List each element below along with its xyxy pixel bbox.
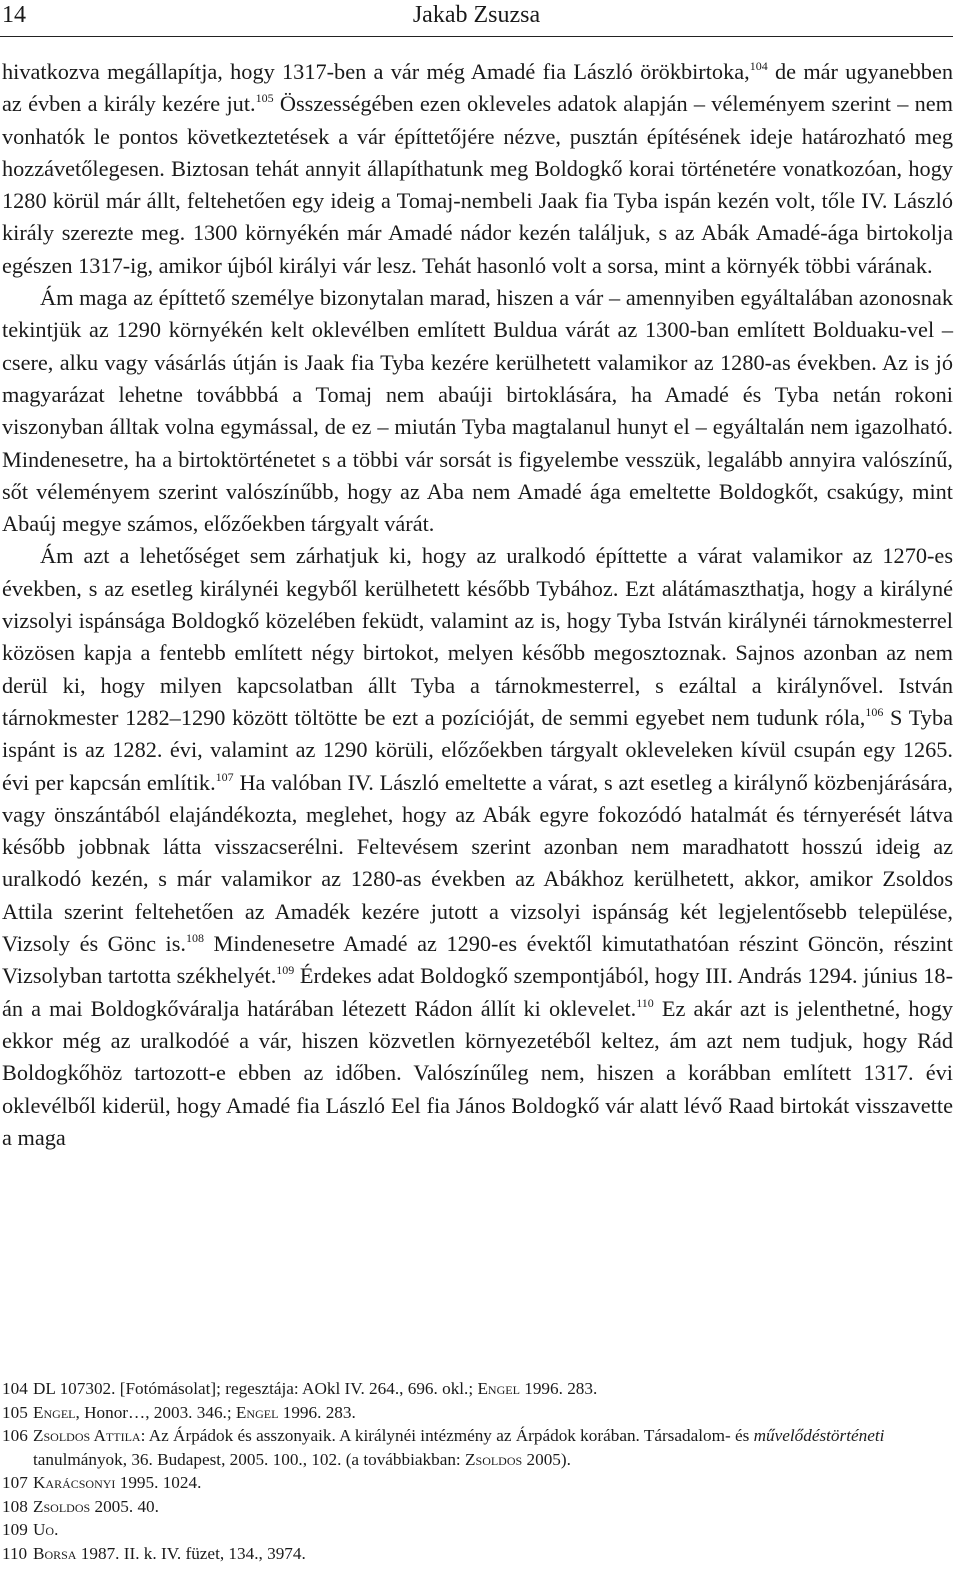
footnote-reference: 107 [215,769,234,784]
text-run: Ha valóban IV. László emeltette a várat, s azt esetleg a királynő közbenjárására, vagy önszántából elajándékozta, meglehet, hogy az Abák egyre fokozódó hatalmát és térnyerését látva később jobbnak látta visszacserélni. Feltevésem szerint azonban nem maradhatott hosszú ideig az uralkodó kezén, s már valamikor az 1280-as években az Abákhoz kerülhetett, akkor, amikor Zsoldos Attila szerint feltehetően az Amadék kezére jutott a vizsolyi ispánság két legjelentősebb települése, Vizsoly és Gönc is. [2,769,953,957]
footnote [2,1542,953,1566]
author-name: Zsoldos [33,1496,91,1516]
page-number: 14 [2,2,26,28]
footnote-number: 109 [2,1520,28,1539]
author-name: Zsoldos Attila [33,1426,141,1445]
footnote-reference: 110 [636,995,654,1010]
text-run: 2005). [522,1449,571,1469]
header-rule [0,36,953,37]
body-paragraph [2,56,953,282]
footnote [2,1424,953,1471]
author-name: Zsoldos [465,1449,523,1469]
footnote-reference: 104 [749,59,768,73]
text-run: DL 107302. [Fotómásolat]; regesztája: AOkl IV. 264., 696. okl.; [33,1379,478,1398]
text-run: Ez akár azt is jelenthetné, hogy ekkor még az uralkodóé a vár, hiszen közvetlen környezetéből keltez, ám azt nem tudjuk, hogy Rád Boldogkőhöz tartozott-e ebben az időben. Valószínűleg nem, hiszen a korábban említett 1317. évi oklevélből kiderül, hogy Amadé fia László Eel fia János Boldogkő vár alatt lévő Raad birtokát visszavette a maga [2,995,953,1150]
body-text [2,56,953,1154]
author-name: Engel [33,1402,76,1422]
footnote-reference: 106 [865,704,884,719]
footnote-number: 105 [2,1402,28,1422]
footnote-reference: 109 [276,963,295,978]
text-run: hivatkozva megállapítja, hogy 1317-ben a vár még Amadé fia László örökbirtoka, [2,59,750,84]
footnote-number: 108 [2,1496,28,1516]
text-run: 1995. 1024. [115,1473,202,1492]
footnote-number: 107 [2,1473,28,1492]
text-run: tanulmányok, 36. Budapest, 2005. 100., 102. (a továbbiakban: [33,1449,466,1469]
author-name: Engel [235,1402,279,1422]
text-run: , Honor…, 2003. 346.; [75,1402,236,1422]
footnote-number: 106 [2,1426,28,1445]
text-run: S Tyba ispánt is az 1282. évi, valamint az 1290 körüli, előzőekben tárgyalt okleveleken kívül csupán egy 1265. évi per kapcsán említik. [2,704,954,795]
text-run: . [54,1520,59,1539]
footnote [2,1377,953,1401]
footnote-number: 104 [2,1379,28,1398]
text-run: 1996. 283. [519,1379,598,1398]
text-run: Összességében ezen okleveles adatok alapján – véleményem szerint – nem vonhatók le pontos következtetések a vár építtetőjére nézve, pusztán építésének ideje határozható meg hozzávetőlegesen. Biztosan tehát annyit állapíthatunk meg Boldogkő korai történetére vonatkozóan, hogy 1280 körül már állt, feltehetően egy ideig a Tomaj-nembeli Jaak fia Tyba ispán kezén volt, tőle IV. László király szerezte meg. 1300 környékén már Amadé nádor kezén találjuk, s az Abák Amadé-ága birtokolja egészen 1317-ig, amikor újból királyi vár lesz. Tehát hasonló volt a sorsa, mint a környék többi várának. [2,91,954,278]
text-run: 1987. II. k. IV. füzet, 134., 3974. [76,1543,306,1563]
running-title: Jakab Zsuzsa [412,2,541,28]
footnote [2,1471,953,1495]
author-name: Uo [33,1520,55,1539]
text-run: Érdekes adat Boldogkő szempontjából, hogy III. András 1294. június 18-án a mai Boldogkőváralja határában létezett Rádon állít ki oklevelet. [2,963,953,1021]
text-run: 2005. 40. [90,1496,159,1516]
body-paragraph [2,282,953,540]
text-run: 1996. 283. [278,1402,356,1422]
italic-text: művelődéstörténeti [753,1426,885,1445]
footnote [2,1401,953,1425]
body-paragraph [2,540,953,1154]
text-run: Ám maga az építtető személye bizonytalan marad, hiszen a vár – amennyiben egyáltalában azonosnak tekintjük az 1290 környékén kelt oklevélben említett Buldua várát az 1300-ban említett Bolduaku-vel – csere, alku vagy vásárlás útján is Jaak fia Tyba kezére kerülhetett valamikor az 1280-as években. Az is jó magyarázat lehetne továbbbá a Tomaj nem abaúji birtoklására, ha Amadé és Tyba netán rokoni viszonyban álltak volna egymással, de ez – miután Tyba magtalanul hunyt el – egyáltalán nem igazolható. Mindenesetre, ha a birtoktörténetet s a többi vár sorsát is figyelembe vesszük, legalább annyira valószínű, sőt véleményem szerint valószínűbb, hogy az Aba nem Amadé ága emeltette Boldogkőt, csakúgy, mint Abaúj megye számos, előzőekben tárgyalt várát. [2,285,953,537]
footnote [2,1518,953,1542]
author-name: Karácsonyi [33,1473,116,1492]
footnote-reference: 108 [185,931,204,946]
footnote-reference: 105 [255,91,274,106]
footnote [2,1495,953,1519]
text-run: de már ugyanebben az évben a király kezére jut. [2,59,953,117]
text-run: : Az Árpádok és asszonyaik. A királynéi intézmény az Árpádok korában. Társadalom- és [140,1426,754,1445]
author-name: Borsa [33,1543,77,1563]
text-run: Mindenesetre Amadé az 1290-es évektől kimutathatóan részint Göncön, részint Vizsolyban tartotta székhelyét. [2,931,953,989]
author-name: Engel [477,1379,520,1398]
footnotes [2,1377,953,1565]
running-header [0,0,953,30]
footnote-number: 110 [2,1543,28,1563]
text-run: Ám azt a lehetőséget sem zárhatjuk ki, hogy az uralkodó építtette a várat valamikor az 1270-es években, s az esetleg királynéi kegyből kerülhetett később Tybához. Ezt alátámaszthatja, hogy a királyné vizsolyi ispánsága Boldogkő közelében feküdt, valamint az is, hogy Tyba István királynéi tárnokmesterrel közösen kapja a fentebb említett négy birtokot, melyen később megosztoznak. Sajnos azonban az nem derül ki, hogy milyen kapcsolatban állt Tyba a tárnokmesterrel, s ezáltal a királynővel. István tárnokmester 1282–1290 között töltötte be ezt a pozícióját, de semmi egyebet nem tudunk róla, [2,543,953,730]
